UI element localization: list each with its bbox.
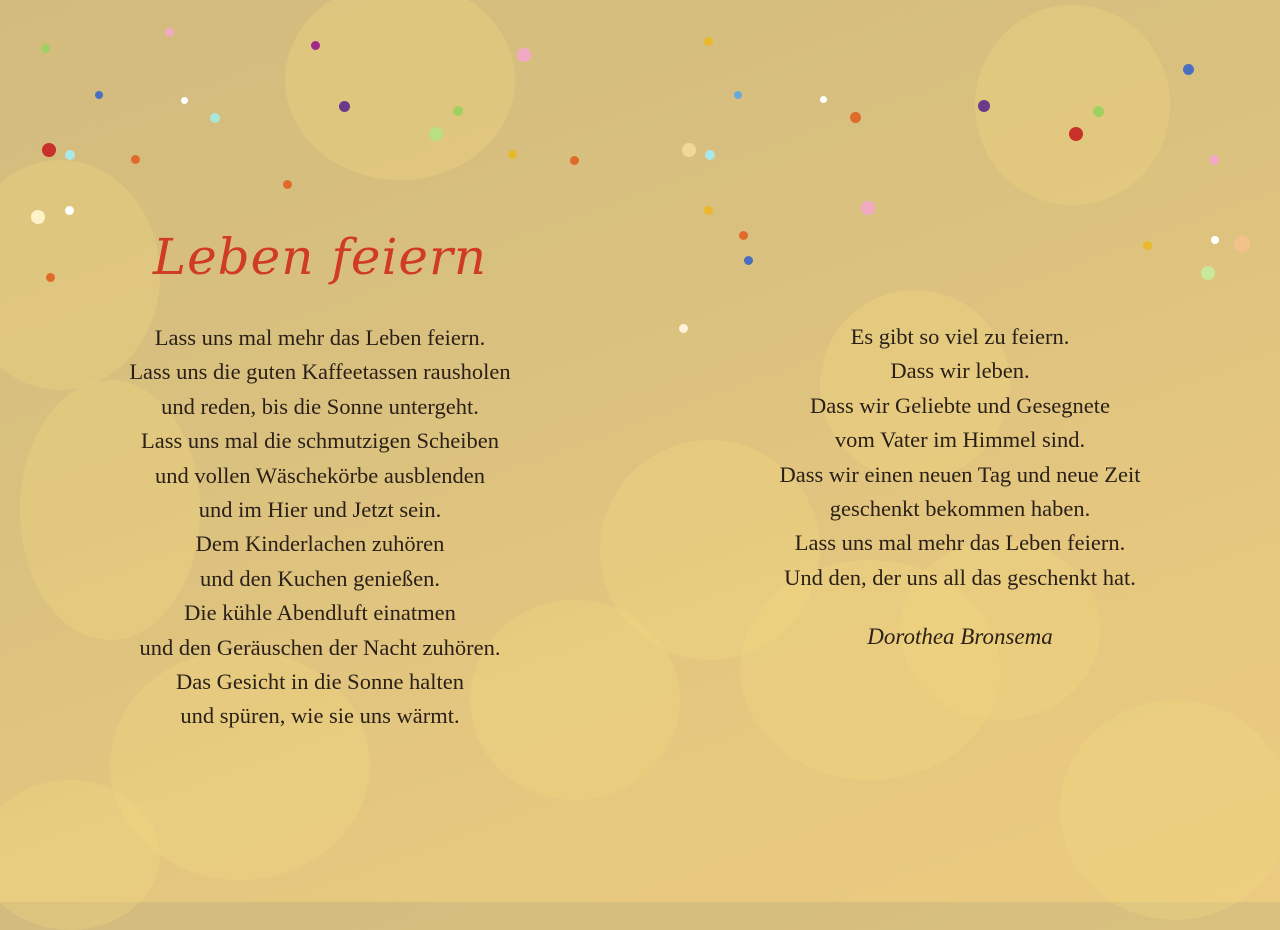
- poem-line: und vollen Wäschekörbe ausblenden: [154, 462, 486, 488]
- poem-title: Leben feiern: [152, 228, 488, 286]
- poem-line: Lass uns die guten Kaffeetassen rausholen: [129, 359, 511, 385]
- poem-line: und den Kuchen genießen.: [200, 565, 440, 591]
- poem-line: Dass wir einen neuen Tag und neue Zeit: [779, 461, 1141, 487]
- poem-line: Die kühle Abendluft einatmen: [184, 600, 456, 626]
- poem-right-column: [720, 320, 1200, 595]
- poem-line: und den Geräuschen der Nacht zuhören.: [139, 634, 501, 660]
- poem-line: Es gibt so viel zu feiern.: [850, 324, 1070, 349]
- poem-line: Dass wir leben.: [890, 358, 1030, 384]
- poem-line: geschenkt bekommen haben.: [829, 496, 1091, 522]
- poem-author: Dorothea Bronsema: [867, 624, 1053, 649]
- poem-line: Lass uns mal die schmutzigen Scheiben: [140, 428, 500, 454]
- poem-line: Dem Kinderlachen zuhören: [195, 531, 445, 557]
- poem-left-column: [80, 321, 560, 734]
- poem-line: vom Vater im Himmel sind.: [834, 427, 1086, 453]
- poem-line: Das Gesicht in die Sonne halten: [175, 669, 465, 695]
- poem-line: Dass wir Geliebte und Gesegnete: [810, 392, 1110, 418]
- poem-line: und reden, bis die Sonne untergeht.: [161, 393, 479, 419]
- poem-line: Und den, der uns all das geschenkt hat.: [784, 564, 1136, 590]
- poem-line: und im Hier und Jetzt sein.: [198, 497, 442, 523]
- poem-line: Lass uns mal mehr das Leben feiern.: [794, 530, 1126, 556]
- poem-line: und spüren, wie sie uns wärmt.: [180, 703, 460, 729]
- poem-line: Lass uns mal mehr das Leben feiern.: [154, 325, 486, 350]
